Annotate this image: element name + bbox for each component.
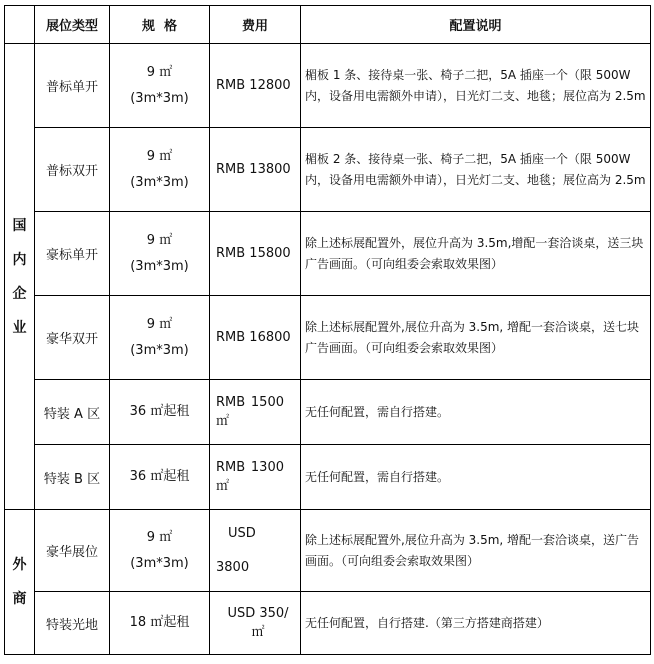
fee-amount: 1500 [250,394,284,410]
booth-description: 无任何配置，需自行搭建。 [301,380,651,445]
booth-spec: 18 ㎡起租 [110,592,210,655]
booth-fee: RMB 15800 [210,212,301,296]
spec-dimension: (3m*3m) [130,174,189,190]
table-row [5,592,651,655]
fee-unit: ㎡ [216,414,230,429]
fee-currency: USD [228,526,256,541]
fee-amount: 3800 [216,559,250,575]
booth-fee: RMB 16800 [210,296,301,380]
header-corner [5,6,35,44]
booth-type: 普标双开 [35,128,110,212]
header-spec: 规 格 [110,6,210,44]
table-row [5,44,651,128]
spec-area: 9 ㎡ [146,317,173,332]
table-row [5,445,651,510]
table-row [5,380,651,445]
booth-description: 除上述标展配置外,展位升高为 3.5m, 增配一套洽谈桌，送广告画面。（可向组委会索取效果图） [301,510,651,592]
booth-type: 豪华展位 [35,510,110,592]
spec-dimension: (3m*3m) [130,258,189,274]
booth-description: 楣板 2 条、接待桌一张、椅子二把，5A 插座一个（限 500W 内，设备用电需额外申请），日光灯二支、地毯；展位高为 2.5m [301,128,651,212]
spec-dimension: (3m*3m) [130,555,189,571]
booth-fee: RMB 12800 [210,44,301,128]
fee-currency: RMB [216,459,246,475]
booth-fee [210,380,301,445]
fee-unit: ㎡ [251,625,265,640]
booth-spec [110,128,210,212]
spec-area: 9 ㎡ [146,530,173,545]
booth-spec: 36 ㎡起租 [110,380,210,445]
booth-type: 豪华双开 [35,296,110,380]
booth-description: 无任何配置，自行搭建.（第三方搭建商搭建） [301,592,651,655]
spec-area: 9 ㎡ [146,149,173,164]
booth-type: 特装光地 [35,592,110,655]
booth-description: 除上述标展配置外，展位升高为 3.5m,增配一套洽谈桌，送三块广告画面。（可向组委会索取效果图） [301,212,651,296]
table-header-row [5,6,651,44]
booth-fee [210,510,301,592]
spec-dimension: (3m*3m) [130,342,189,358]
spec-dimension: (3m*3m) [130,90,189,106]
booth-fee: RMB 13800 [210,128,301,212]
booth-description: 楣板 1 条、接待桌一张、椅子二把，5A 插座一个（限 500W 内，设备用电需额外申请），日光灯二支、地毯；展位高为 2.5m [301,44,651,128]
table-row [5,296,651,380]
booth-pricing-table [4,5,651,655]
booth-spec [110,510,210,592]
fee-unit: ㎡ [216,479,230,494]
booth-fee [210,445,301,510]
booth-fee [210,592,301,655]
booth-description: 无任何配置，需自行搭建。 [301,445,651,510]
booth-type: 特装 B 区 [35,445,110,510]
header-description: 配置说明 [301,6,651,44]
fee-currency: RMB [216,394,246,410]
table-row [5,212,651,296]
group-foreign: 外商 [5,510,35,655]
booth-type: 普标单开 [35,44,110,128]
booth-type: 豪标单开 [35,212,110,296]
spec-area: 9 ㎡ [146,233,173,248]
spec-area: 9 ㎡ [146,65,173,80]
group-domestic: 国内企业 [5,44,35,510]
header-booth-type: 展位类型 [35,6,110,44]
header-fee: 费用 [210,6,301,44]
fee-amount: 1300 [250,459,284,475]
booth-spec [110,212,210,296]
table-row [5,510,651,592]
booth-spec [110,44,210,128]
booth-spec [110,296,210,380]
fee-amount: USD 350/ [227,605,289,621]
booth-type: 特装 A 区 [35,380,110,445]
booth-spec: 36 ㎡起租 [110,445,210,510]
table-row [5,128,651,212]
booth-description: 除上述标展配置外,展位升高为 3.5m, 增配一套洽谈桌，送七块广告画面。（可向组委会索取效果图） [301,296,651,380]
